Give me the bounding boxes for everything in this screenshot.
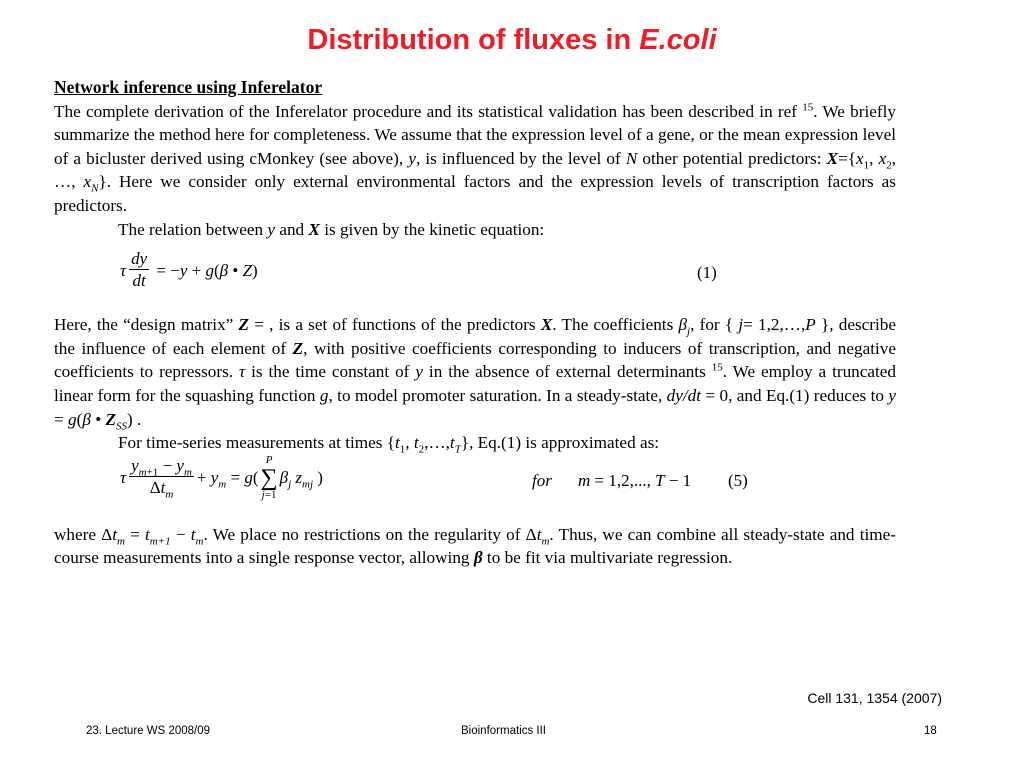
paragraph-4: For time-series measurements at times {$t_1$, $t_2,\dots,t_T$}, Eq.(1) is approximated as: <box>118 433 660 456</box>
equation-1: τ $\frac{dy}{dt}$ = −y + g(β • Z) (1) <box>120 249 717 291</box>
paragraph-3: Here, the “design matrix” Z = , is a set of functions of the predictors X. The coefficients $\beta_j$, for { j= 1,2,…,P }, describe the influence of each element of Z, with positive coefficients corresponding to inducers of transcription, and negative coefficients to repressors. τ is the time constant of y in the absence of external determinants $^{15}$. We employ a truncated linear form for the squashing function g, to model promoter saturation. In a steady-state, dy/dt = 0, and Eq.(1) reduces to y = g(β • $Z_{SS}$) . <box>54 315 897 432</box>
slide-title-main: Distribution of fluxes in <box>307 24 640 56</box>
equation-5: τ $\frac{y_{m+1} - y_m}{\Delta t_m}$ + $y_m = g$( P ∑ j=1 $\beta_j$ $z_{mj}$ ) for m = 1,2,..., T − 1 (5) <box>120 453 748 501</box>
slide-title-italic: E.coli <box>639 24 717 56</box>
footer-course: Bioinformatics III <box>461 725 546 737</box>
footer-page-number: 18 <box>924 725 937 737</box>
equation-1-number: (1) <box>697 263 717 283</box>
paragraph-1: The complete derivation of the Inferelator procedure and its statistical validation has been described in ref $^{15}$. We briefly summarize the method here for completeness. We assume that the expression level of a gene, or the mean expression level of a bicluster derived using cMonkey (see above), y, is influenced by the level of N other potential predictors: $X=\{x_1$, $x_2$, …, $x_N$}. Here we consider only external environmental factors and the expression levels of transcription factors as predictors. <box>54 100 896 215</box>
equation-5-for: for <box>532 470 552 490</box>
equation-5-number: (5) <box>728 470 748 490</box>
paragraph-2: The relation between y and X is given by the kinetic equation: <box>118 219 545 239</box>
citation: Cell 131, 1354 (2007) <box>807 690 942 706</box>
paper-excerpt <box>54 76 896 570</box>
footer-lecture: 23. Lecture WS 2008/09 <box>86 725 211 737</box>
slide-title <box>0 24 1024 57</box>
section-heading: Network inference using Inferelator <box>54 77 323 97</box>
paragraph-5: where $\Delta t_m = t_{m+1} - t_m$. We place no restrictions on the regularity of $\Delta t_m$. Thus, we can combine all steady-state and time-course measurements into a single response vector, allowing β to be fit via multivariate regression. <box>54 524 896 568</box>
